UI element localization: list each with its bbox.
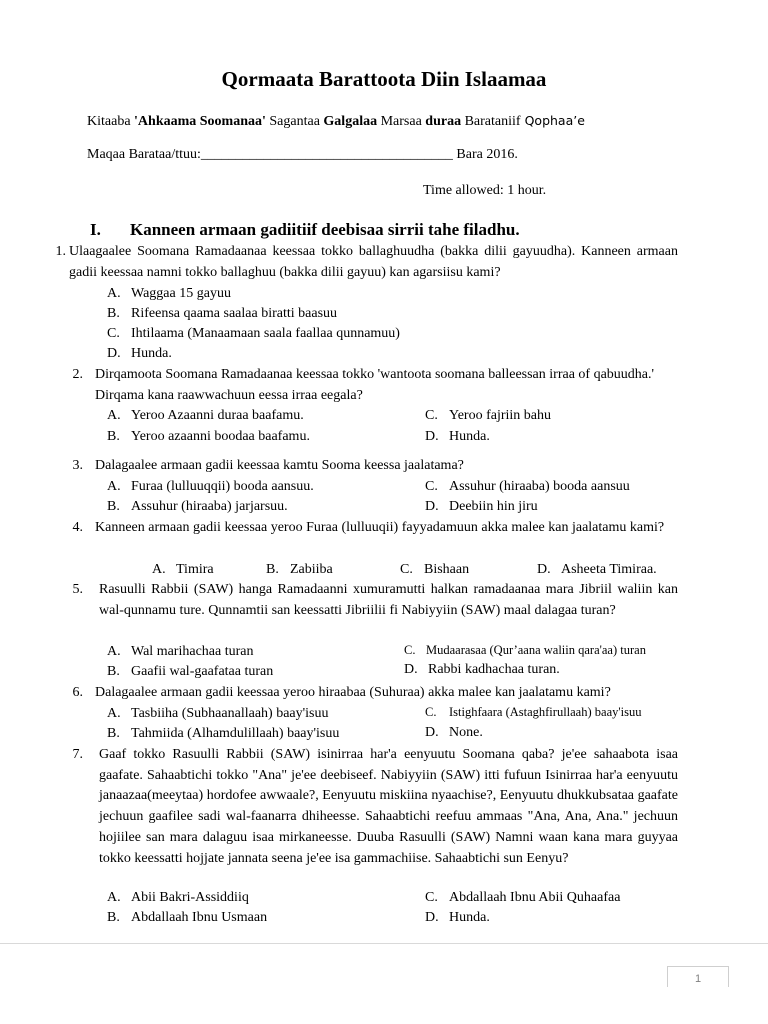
option-d[interactable] — [425, 497, 538, 518]
option-letter: A. — [107, 408, 121, 423]
page-number: 1 — [667, 966, 729, 987]
question-number: 4. — [72, 520, 83, 535]
option-letter: A. — [107, 706, 121, 721]
option-text: Zabiiba — [290, 562, 333, 577]
option-letter: D. — [425, 725, 439, 740]
option-letter: D. — [107, 346, 121, 361]
option-a[interactable] — [107, 477, 314, 498]
kitaaba-mid1: Sagantaa — [265, 114, 324, 129]
option-letter: B. — [107, 664, 120, 679]
option-d[interactable] — [537, 560, 657, 581]
option-letter: D. — [425, 910, 439, 925]
option-letter: C. — [107, 326, 120, 341]
option-letter: A. — [107, 479, 121, 494]
kitaaba-qophaa: Qophaa’e — [524, 113, 585, 128]
option-a[interactable] — [107, 406, 304, 427]
option-a[interactable] — [107, 284, 231, 305]
option-text: Bishaan — [424, 562, 470, 577]
question-text: Gaaf tokko Rasuulli Rabbii (SAW) isinirraa har'a eenyuutu Soomana qaba? je'ee sahaabota isaa gaafate. Sahaabtichi tokko "Ana" je'ee deebiseef. Nabiyyiin (SAW) itti fufuun Isinirraa har'a eenyuutu janaazaa(meeytaa) hordofee awwaale?, Eenyuutu miskiina nyaachise?, Eenyuutu dhukkubsataa gaafate jechuun gaafilee sadi wal-faanarra dhiheesse. Sahaabtichi reefuu ammaas "Ana, Ana, Ana." jechuun hojiilee san mara dalaguu isaa mirkaneesse. Duuba Rasuulli (SAW) Namni waan kana mara guyyaa tokko keessatti hojjate jannata seena je'ee isa gammachiise. Sahaabtichi sun Eenyu? — [99, 747, 678, 866]
option-d[interactable] — [107, 344, 172, 365]
option-c[interactable] — [404, 640, 646, 661]
option-letter: D. — [425, 499, 439, 514]
option-text: Deebiin hin jiru — [449, 499, 538, 514]
option-letter: C. — [425, 479, 438, 494]
option-text: Rabbi kadhachaa turan. — [428, 662, 560, 677]
option-text: Timira — [176, 562, 214, 577]
option-b[interactable] — [107, 497, 288, 518]
kitaaba-mid2: Marsaa — [377, 114, 426, 129]
option-text: Yeroo azaanni boodaa baafamu. — [131, 429, 310, 444]
option-a[interactable] — [107, 642, 253, 663]
option-c[interactable] — [400, 560, 469, 581]
option-a[interactable] — [107, 704, 328, 725]
question-text: Dalagaalee armaan gadii keessaa yeroo hiraabaa (Suhuraa) akka malee kan jaalatamu kami? — [95, 685, 611, 700]
kitaaba-mid3: Barataniif — [461, 114, 521, 129]
option-text: None. — [449, 725, 483, 740]
option-b[interactable] — [266, 560, 333, 581]
question-number: 6. — [72, 685, 83, 700]
question-number: 5. — [72, 582, 83, 597]
question-number: 1. — [55, 244, 66, 259]
option-text: Furaa (lulluuqqii) booda aansuu. — [131, 479, 314, 494]
option-text: Ihtilaama (Manaamaan saala faallaa qunnamuu) — [131, 326, 400, 341]
course-info-line — [87, 111, 585, 133]
option-text: Abdallaah Ibnu Abii Quhaafaa — [449, 890, 621, 905]
option-d[interactable] — [425, 427, 490, 448]
option-b[interactable] — [107, 304, 337, 325]
option-a[interactable] — [107, 888, 249, 909]
option-text: Hunda. — [449, 910, 490, 925]
section-instruction: Kanneen armaan gadiitiif deebisaa sirrii tahe filadhu. — [130, 220, 520, 239]
option-letter: D. — [425, 429, 439, 444]
option-text: Mudaarasaa (Qur’aana waliin qara'aa) turan — [426, 643, 646, 657]
program-name: Galgalaa — [323, 114, 378, 129]
question-text: Rasuulli Rabbii (SAW) hanga Ramadaanni xumuramutti halkan ramadaanaa mara Jibriil waliin kan wal-qunnamu ture. Qunnamtii san keessatti Jibriilii fi Nabiyyiin (SAW) maal dalagaa turan? — [99, 582, 678, 618]
option-text: Hunda. — [131, 346, 172, 361]
option-letter: C. — [400, 562, 413, 577]
option-letter: D. — [537, 562, 551, 577]
option-d[interactable] — [425, 723, 483, 744]
option-a[interactable] — [152, 560, 214, 581]
footer-divider — [0, 943, 768, 944]
book-name: 'Ahkaama Soomanaa' — [134, 114, 266, 129]
section-number: I. — [90, 220, 101, 239]
option-text: Assuhur (hiraaba) booda aansuu — [449, 479, 630, 494]
option-letter: C. — [425, 408, 438, 423]
option-letter: A. — [107, 286, 121, 301]
option-letter: B. — [266, 562, 279, 577]
option-letter: B. — [107, 429, 120, 444]
option-text: Waggaa 15 gayuu — [131, 286, 231, 301]
option-b[interactable] — [107, 427, 310, 448]
option-letter: A. — [107, 644, 121, 659]
option-c[interactable] — [425, 888, 620, 909]
option-text: Rifeensa qaama saalaa biratti baasuu — [131, 306, 338, 321]
option-letter: C. — [425, 890, 438, 905]
option-letter: B. — [107, 306, 120, 321]
option-d[interactable] — [404, 660, 560, 681]
exam-title: Qormaata Barattoota Diin Islaamaa — [221, 67, 547, 91]
question-number: 2. — [72, 367, 83, 382]
option-text: Asheeta Timiraa. — [561, 562, 657, 577]
option-text: Yeroo fajriin bahu — [449, 408, 552, 423]
option-text: Gaafii wal-gaafataa turan — [131, 664, 274, 679]
option-b[interactable] — [107, 908, 267, 929]
option-text: Istighfaara (Astaghfirullaah) baay'isuu — [449, 705, 642, 719]
round-name: duraa — [425, 114, 462, 129]
option-text: Tahmiida (Alhamdulillaah) baay'isuu — [131, 726, 340, 741]
kitaaba-prefix: Kitaaba — [87, 114, 135, 129]
student-name-line: Maqaa Barataa/ttuu:____________________________________ Bara 2016. — [87, 147, 518, 162]
option-b[interactable] — [107, 724, 339, 745]
question-text: Kanneen armaan gadii keessaa yeroo Furaa (lulluuqii) fayyadamuun akka malee kan jaalatamu kami? — [95, 520, 665, 535]
time-allowed: Time allowed: 1 hour. — [423, 183, 547, 198]
option-text: Assuhur (hiraaba) jarjarsuu. — [131, 499, 288, 514]
question-text: Ulaagaalee Soomana Ramadaanaa keessaa tokko ballaghuudha (bakka dilii gayuudha). Kanneen armaan gadii keessaa namni tokko ballaghuu (bakka dilii gayuu) kan agarsiisu kami? — [69, 244, 678, 280]
question-number: 7. — [72, 747, 83, 762]
option-letter: B. — [107, 499, 120, 514]
option-letter: A. — [152, 562, 166, 577]
question-text: Dalagaalee armaan gadii keessaa kamtu Sooma keessa jaalatama? — [95, 458, 464, 473]
option-c[interactable] — [425, 702, 641, 723]
option-text: Hunda. — [449, 429, 490, 444]
option-c[interactable] — [425, 477, 630, 498]
option-letter: A. — [107, 890, 121, 905]
option-letter: D. — [404, 662, 418, 677]
option-letter: C. — [425, 705, 437, 719]
question-text: Dirqamoota Soomana Ramadaanaa keessaa tokko 'wantoota soomana balleessan irraa of qabuudha.' Dirqama kana raawwachuun eessa irraa eegala? — [95, 367, 655, 403]
option-letter: C. — [404, 643, 416, 657]
option-text: Wal marihachaa turan — [131, 644, 254, 659]
option-text: Abii Bakri-Assiddiiq — [131, 890, 249, 905]
option-text: Tasbiiha (Subhaanallaah) baay'isuu — [131, 706, 329, 721]
section-heading — [90, 219, 520, 241]
option-d[interactable] — [425, 908, 490, 929]
option-c[interactable] — [425, 406, 551, 427]
option-text: Yeroo Azaanni duraa baafamu. — [131, 408, 304, 423]
question-number: 3. — [72, 458, 83, 473]
option-c[interactable] — [107, 324, 400, 345]
option-letter: B. — [107, 726, 120, 741]
option-text: Abdallaah Ibnu Usmaan — [131, 910, 268, 925]
option-letter: B. — [107, 910, 120, 925]
option-b[interactable] — [107, 662, 273, 683]
